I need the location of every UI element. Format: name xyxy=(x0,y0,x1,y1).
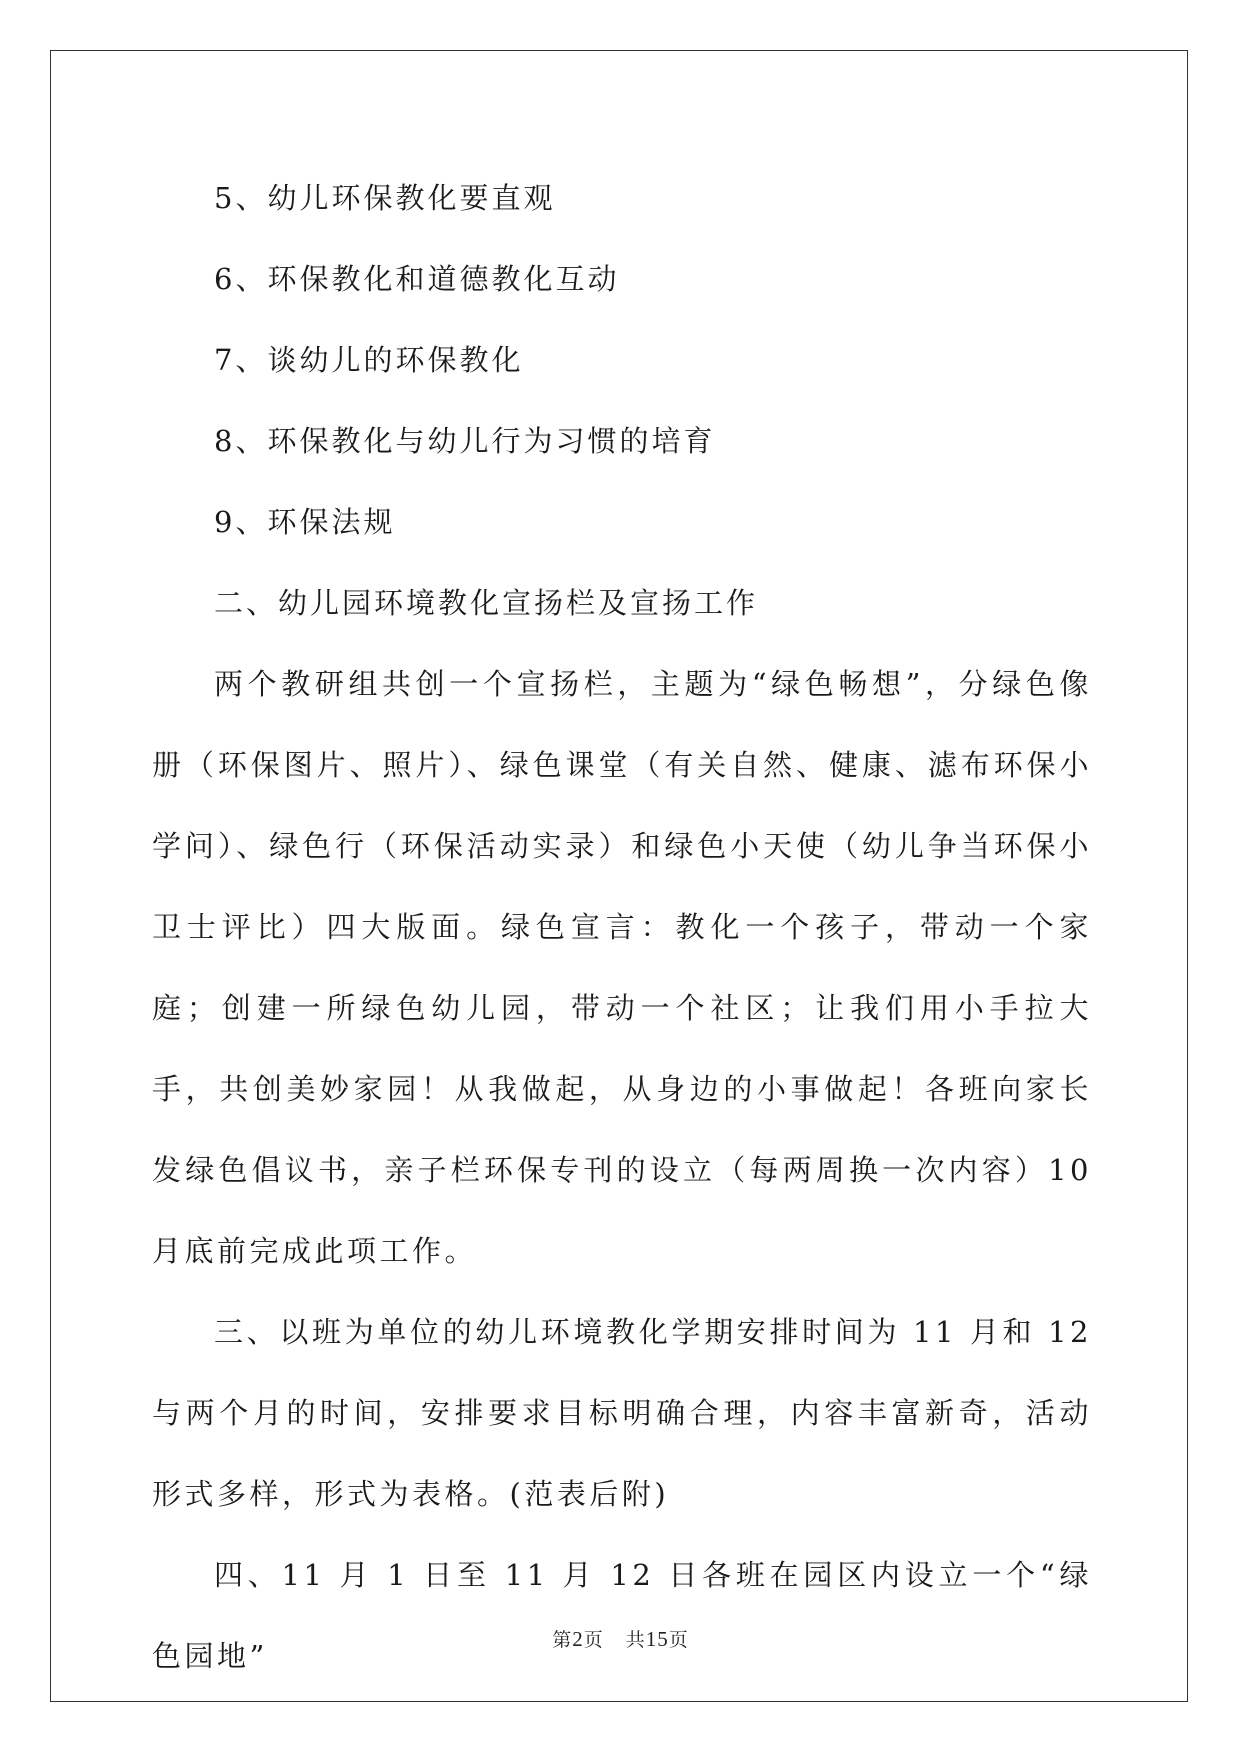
list-item-8: 8、环保教化与幼儿行为习惯的培育 xyxy=(214,424,716,458)
section-2-heading: 二、幼儿园环境教化宣扬栏及宣扬工作 xyxy=(214,586,759,620)
section-2-paragraph: 两个教研组共创一个宣扬栏，主题为“绿色畅想”，分绿色像册（环保图片、照片）、绿色课堂（有关自然、健康、滤布环保小学问）、绿色行（环保活动实录）和绿色小天使（幼儿争当环保小卫士评比）四大版面。绿色宣言：教化一个孩子，带动一个家庭；创建一所绿色幼儿园，带动一个社区；让我们用小手拉大手，共创美妙家园！从我做起，从身边的小事做起！各班向家长发绿色倡议书，亲子栏环保专刊的设立（每两周换一次内容）10月底前完成此项工作。 xyxy=(152,667,1092,1268)
page-suffix: 页 xyxy=(583,1629,604,1651)
total-suffix: 页 xyxy=(668,1629,689,1651)
section-4-paragraph: 四、11 月 1 日至 11 月 12 日各班在园区内设立一个“绿色园地” xyxy=(152,1558,1092,1673)
list-item-6: 6、环保教化和道德教化互动 xyxy=(214,262,620,296)
total-pages-number: 15 xyxy=(645,1627,669,1651)
total-prefix: 共 xyxy=(625,1629,646,1651)
page-prefix: 第 xyxy=(552,1629,573,1651)
page-footer xyxy=(0,1625,1241,1652)
list-item-9: 9、环保法规 xyxy=(214,505,396,539)
section-3-paragraph: 三、以班为单位的幼儿环境教化学期安排时间为 11 月和 12 与两个月的时间，安排要求目标明确合理，内容丰富新奇，活动形式多样，形式为表格。(范表后附) xyxy=(152,1315,1092,1511)
list-item-5: 5、幼儿环保教化要直观 xyxy=(214,181,556,215)
current-page-number: 2 xyxy=(572,1627,584,1651)
list-item-7: 7、谈幼儿的环保教化 xyxy=(214,343,524,377)
document-body xyxy=(152,158,1092,1697)
